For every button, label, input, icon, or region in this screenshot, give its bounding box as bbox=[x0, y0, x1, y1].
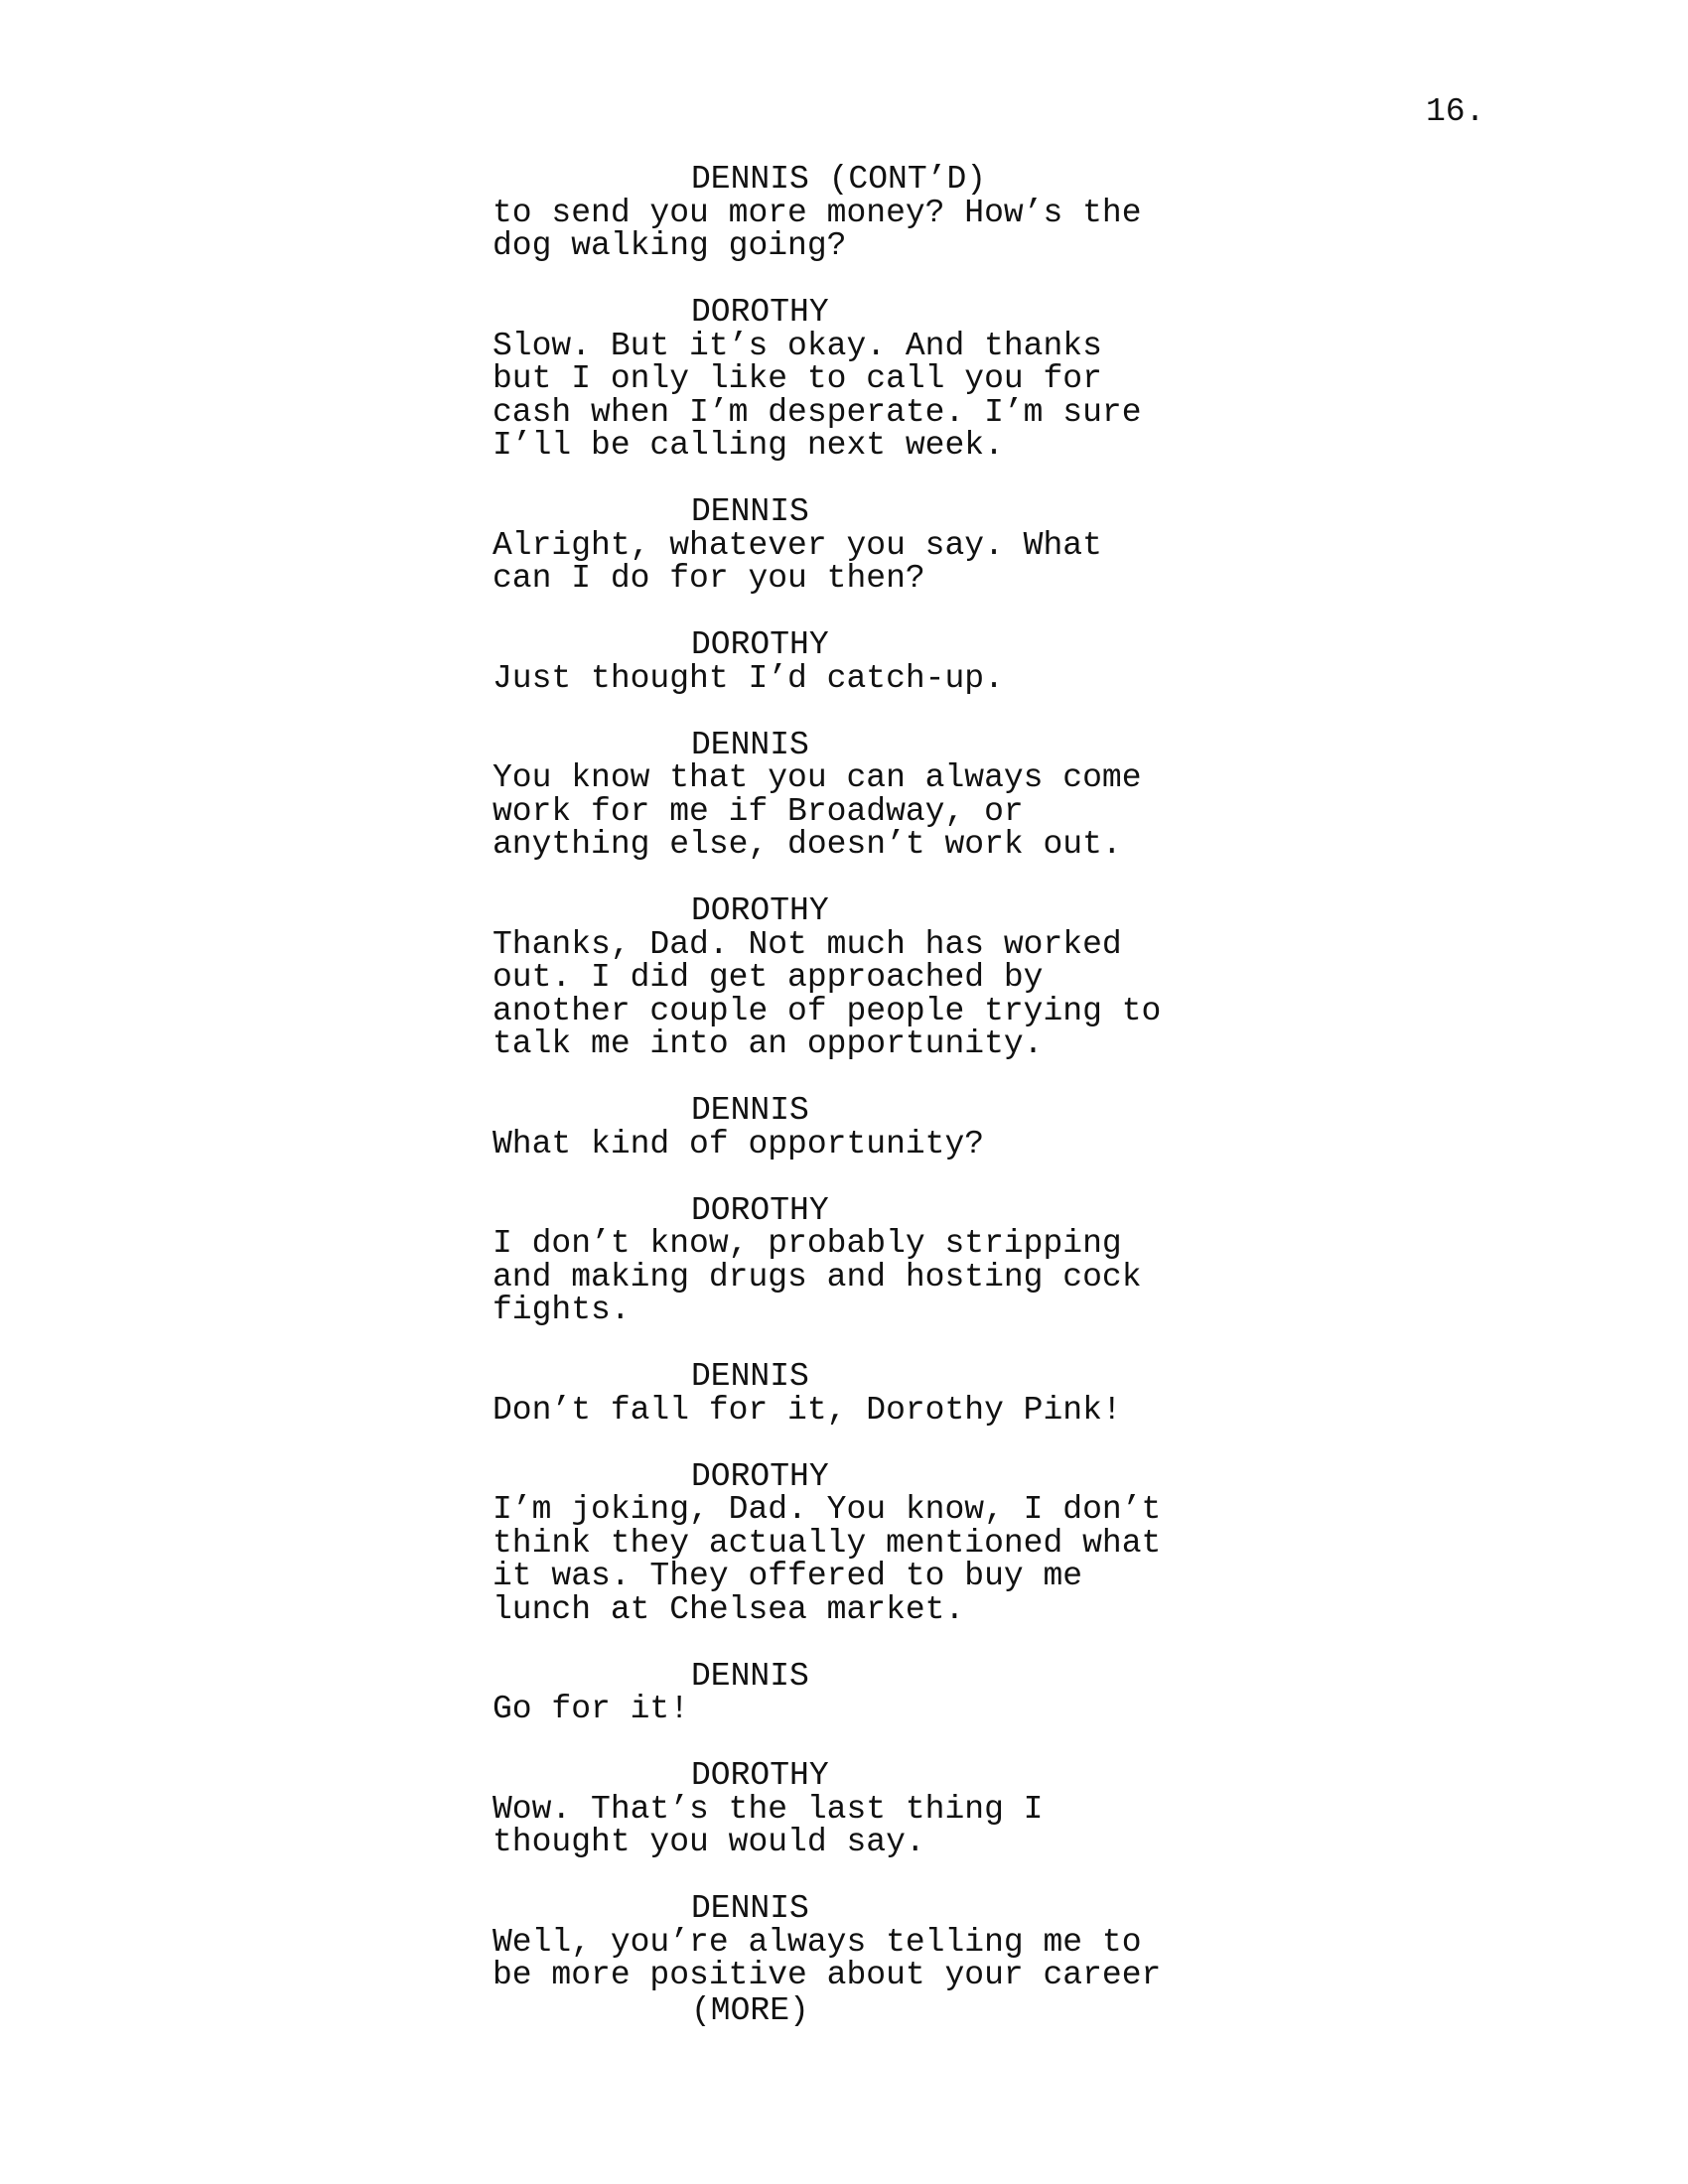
dialogue-line: Go for it! bbox=[492, 1691, 690, 1727]
dialogue-text bbox=[492, 526, 1247, 597]
dialogue-line: lunch at Chelsea market. bbox=[492, 1590, 965, 1628]
dialogue-line: think they actually mentioned what bbox=[492, 1524, 1162, 1562]
dialogue-line: Wow. That’s the last thing I bbox=[492, 1790, 1044, 1828]
page-number: 16. bbox=[1426, 93, 1485, 130]
character-name: DOROTHY bbox=[691, 626, 829, 663]
dialogue-line: Just thought I’d catch-up. bbox=[492, 659, 1004, 697]
character-name: DENNIS bbox=[691, 1890, 809, 1927]
dialogue-block bbox=[492, 1457, 1247, 1628]
dialogue-text bbox=[492, 194, 1247, 264]
dialogue-line: Don’t fall for it, Dorothy Pink! bbox=[492, 1391, 1122, 1429]
dialogue-block bbox=[492, 1657, 1247, 1727]
dialogue-block bbox=[492, 628, 1247, 695]
character-name: DENNIS bbox=[691, 1657, 809, 1695]
dialogue-text bbox=[492, 1693, 1247, 1726]
character-name: DENNIS bbox=[691, 1358, 809, 1395]
character-name: DENNIS bbox=[691, 493, 809, 530]
character-name: DOROTHY bbox=[691, 294, 829, 331]
dialogue-line: Thanks, Dad. Not much has worked bbox=[492, 925, 1122, 963]
dialogue-line: talk me into an opportunity. bbox=[492, 1025, 1044, 1062]
dialogue-text bbox=[492, 1493, 1247, 1626]
dialogue-line: but I only like to call you for bbox=[492, 360, 1102, 397]
dialogue-line: can I do for you then? bbox=[492, 560, 925, 597]
dialogue-line: thought you would say. bbox=[492, 1824, 925, 1860]
dialogue-text bbox=[492, 925, 1247, 1062]
character-name: DOROTHY bbox=[691, 1757, 829, 1794]
dialogue-text bbox=[492, 1391, 1247, 1429]
dialogue-text bbox=[492, 659, 1247, 697]
dialogue-block bbox=[492, 1892, 1247, 2027]
dialogue-block bbox=[492, 163, 1247, 263]
screenplay-body bbox=[492, 163, 1247, 2027]
dialogue-line: and making drugs and hosting cock bbox=[492, 1258, 1142, 1296]
character-name: DENNIS bbox=[691, 726, 809, 763]
dialogue-line: Well, you’re always telling me to bbox=[492, 1923, 1142, 1961]
dialogue-line: work for me if Broadway, or bbox=[492, 792, 1024, 830]
dialogue-line: anything else, doesn’t work out. bbox=[492, 826, 1122, 863]
character-name: DENNIS bbox=[691, 1092, 809, 1129]
character-name: DENNIS (CONT’D) bbox=[691, 161, 987, 198]
dialogue-line: You know that you can always come bbox=[492, 759, 1142, 796]
dialogue-block bbox=[492, 894, 1247, 1061]
dialogue-block bbox=[492, 726, 1247, 863]
character-name: DOROTHY bbox=[691, 892, 829, 929]
dialogue-block bbox=[492, 1094, 1247, 1160]
dialogue-line: out. I did get approached by bbox=[492, 959, 1044, 996]
dialogue-text bbox=[492, 1125, 1247, 1162]
dialogue-block bbox=[492, 1360, 1247, 1427]
dialogue-line: I’ll be calling next week. bbox=[492, 427, 1004, 464]
dialogue-line: Alright, whatever you say. What bbox=[492, 526, 1102, 564]
dialogue-line: dog walking going? bbox=[492, 227, 847, 264]
dialogue-block bbox=[492, 1191, 1247, 1328]
dialogue-text bbox=[492, 1923, 1247, 1993]
dialogue-text bbox=[492, 1790, 1247, 1860]
more-continuation: (MORE) bbox=[691, 1991, 809, 2029]
dialogue-line: I’m joking, Dad. You know, I don’t bbox=[492, 1491, 1162, 1528]
dialogue-line: be more positive about your career bbox=[492, 1957, 1162, 1993]
dialogue-text bbox=[492, 1227, 1247, 1327]
character-name: DOROTHY bbox=[691, 1191, 829, 1229]
dialogue-line: What kind of opportunity? bbox=[492, 1125, 985, 1162]
dialogue-line: I don’t know, probably stripping bbox=[492, 1225, 1122, 1262]
character-name: DOROTHY bbox=[691, 1457, 829, 1495]
dialogue-line: Slow. But it’s okay. And thanks bbox=[492, 327, 1102, 364]
dialogue-block bbox=[492, 296, 1247, 463]
dialogue-text bbox=[492, 327, 1247, 464]
dialogue-line: to send you more money? How’s the bbox=[492, 194, 1142, 231]
dialogue-text bbox=[492, 761, 1247, 862]
dialogue-line: fights. bbox=[492, 1292, 631, 1328]
dialogue-block bbox=[492, 1759, 1247, 1859]
dialogue-block bbox=[492, 495, 1247, 596]
dialogue-line: cash when I’m desperate. I’m sure bbox=[492, 393, 1142, 431]
dialogue-line: another couple of people trying to bbox=[492, 992, 1162, 1029]
dialogue-line: it was. They offered to buy me bbox=[492, 1558, 1083, 1594]
